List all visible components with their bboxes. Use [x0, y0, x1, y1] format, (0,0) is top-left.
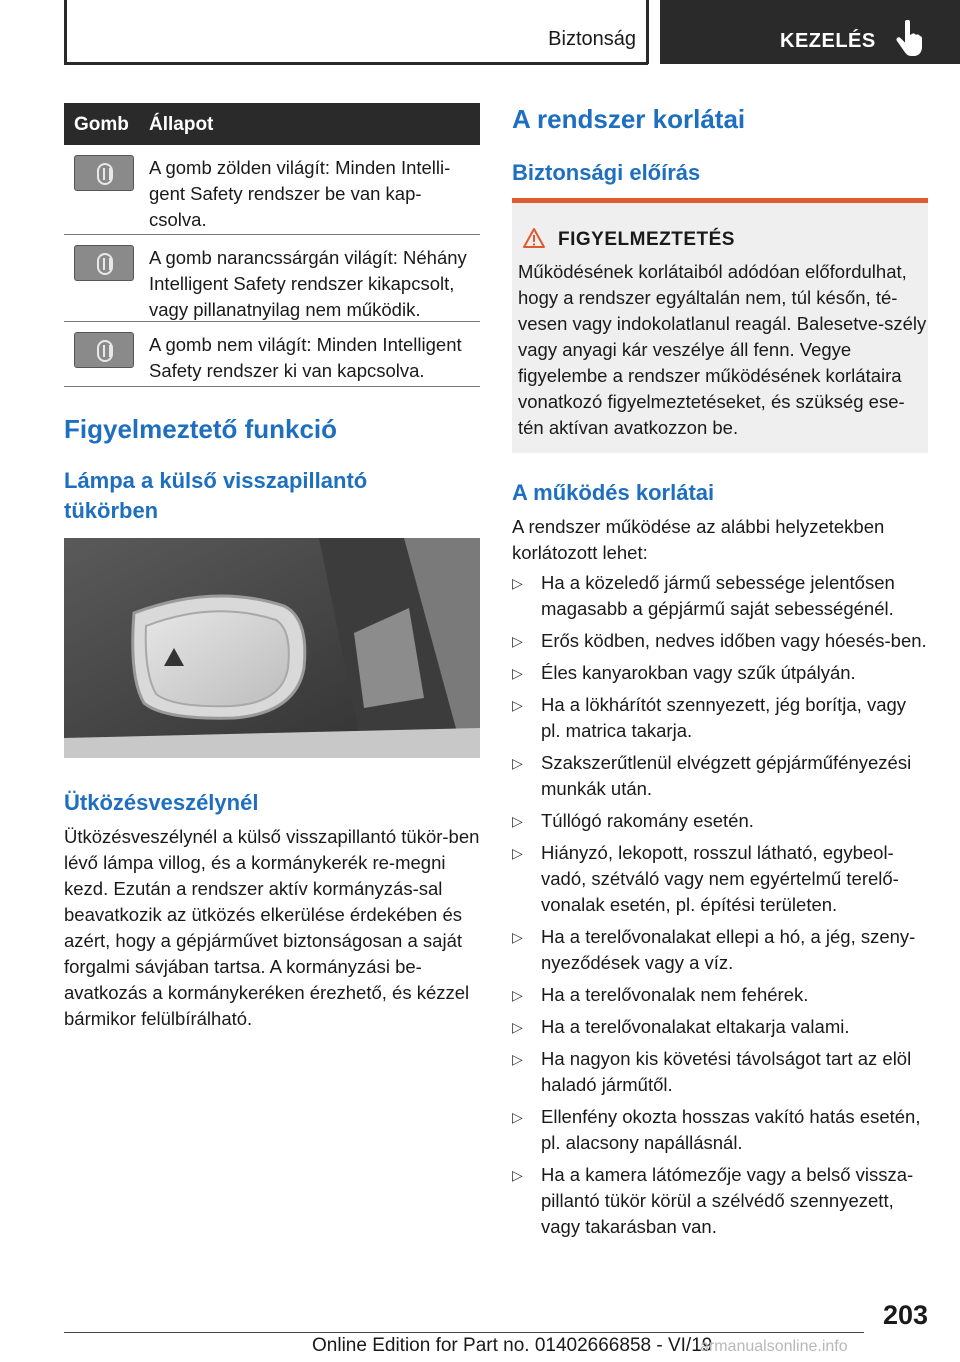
list-item [512, 1014, 928, 1040]
triangle-bullet-icon: ▷ [512, 575, 523, 591]
triangle-bullet-icon: ▷ [512, 1051, 523, 1067]
table-header-button: Gomb [74, 114, 129, 135]
limits-intro: A rendszer működése az alábbi helyzetekben korlátozott lehet: [512, 516, 885, 563]
side-mirror-photo [64, 538, 480, 758]
list-item [512, 628, 928, 654]
warning-text: Működésének korlátaiból adódóan előfordulhat, hogy a rendszer egyáltalán nem, túl későn, té-vesen vagy indokolatlanul reagál. Balesetve-szély vagy anyagi kár veszélye áll fenn. Vegye figyelembe a rendszer működésének korlátaira vonatkozó figyelmeztetéseket, és szükség ese-tén aktívan avatkozzon be. [518, 261, 927, 438]
triangle-bullet-icon: ▷ [512, 813, 523, 829]
limits-list [512, 570, 928, 1246]
triangle-bullet-icon: ▷ [512, 845, 523, 861]
intelligent-safety-button-icon [74, 245, 134, 281]
collision-heading: Ütközésveszélynél [64, 790, 259, 815]
button-state-table [64, 103, 480, 387]
table-row [64, 322, 480, 387]
table-row [64, 235, 480, 322]
warning-triangle-icon [522, 227, 546, 249]
subheading-safety-note: Biztonsági előírás [512, 160, 701, 185]
table-header [64, 103, 480, 145]
list-item-text: Ha a lökhárítót szennyezett, jég borítja, vagy pl. matrica takarja. [541, 694, 907, 741]
list-item-text: Szakszerűtlenül elvégzett gépjárműfényezési munkák után. [541, 752, 912, 799]
header-rule-left [64, 0, 67, 64]
list-item-text: Ha a terelővonalakat ellepi a hó, a jég, szeny-nyeződések vagy a víz. [541, 926, 916, 973]
list-item-text: Ha a kamera látómezője vagy a belső vissza-pillantó tükör körül a szélvédő szennyezett, vagy takarásban van. [541, 1164, 914, 1237]
triangle-bullet-icon: ▷ [512, 1109, 523, 1125]
list-item [512, 840, 928, 918]
table-row-text: A gomb zölden világít: Minden Intelli-gent Safety rendszer be van kap-csolva. [149, 157, 451, 230]
section-heading-system-limits: A rendszer korlátai [512, 104, 746, 134]
collision-paragraph: Ütközésveszélynél a külső visszapillantó tükör-ben lévő lámpa villog, és a kormánykerék re-megni kezd. Ezután a rendszer aktív kormányzás-sal beavatkozik az ütközés elkerülése érdekében és azért, hogy a gépjárművet biztonságosan a saját forgalmi sávjában tartsa. A kormányzási be-avatkozás a kormánykeréken érezhető, és kézzel bármikor felülbírálható. [64, 826, 480, 1029]
triangle-bullet-icon: ▷ [512, 665, 523, 681]
list-item-text: Erős ködben, nedves időben vagy hóesés-ben. [541, 630, 927, 651]
triangle-bullet-icon: ▷ [512, 1019, 523, 1035]
list-item [512, 1104, 928, 1156]
footer-watermark: armanualsonline.info [700, 1338, 848, 1355]
page-number: 203 [882, 1300, 928, 1330]
list-item [512, 808, 928, 834]
triangle-bullet-icon: ▷ [512, 697, 523, 713]
list-item-text: Ha a közeledő jármű sebessége jelentősen magasabb a gépjármű saját sebességénél. [541, 572, 895, 619]
table-row-text: A gomb narancssárgán világít: Néhány Intelligent Safety rendszer kikapcsolt, vagy pillanatnyilag nem működik. [149, 247, 467, 320]
list-item [512, 1046, 928, 1098]
header-chapter-label: KEZELÉS [780, 30, 876, 52]
footer-rule [64, 1332, 864, 1333]
list-item-text: Ha a terelővonalakat eltakarja valami. [541, 1016, 850, 1037]
warning-box [512, 198, 928, 453]
triangle-bullet-icon: ▷ [512, 633, 523, 649]
table-row [64, 145, 480, 235]
triangle-bullet-icon: ▷ [512, 929, 523, 945]
list-item [512, 750, 928, 802]
table-row-text: A gomb nem világít: Minden Intelligent Safety rendszer ki van kapcsolva. [149, 334, 462, 381]
list-item [512, 924, 928, 976]
list-item-text: Ha a terelővonalak nem fehérek. [541, 984, 809, 1005]
list-item-text: Éles kanyarokban vagy szűk útpályán. [541, 662, 856, 683]
triangle-bullet-icon: ▷ [512, 987, 523, 1003]
list-item-text: Hiányzó, lekopott, rosszul látható, egybeol-vadó, szétváló vagy nem egyértelmű terelő-vonalak esetén, pl. építési területen. [541, 842, 899, 915]
pointing-hand-icon [896, 20, 922, 56]
list-item-text: Ha nagyon kis követési távolságot tart az elöl haladó járműtől. [541, 1048, 912, 1095]
intelligent-safety-button-icon [74, 332, 134, 368]
header-section-title: Biztonság [548, 28, 636, 50]
list-item-text: Túllógó rakomány esetén. [541, 810, 754, 831]
list-item [512, 1162, 928, 1240]
triangle-bullet-icon: ▷ [512, 1167, 523, 1183]
intelligent-safety-button-icon [74, 155, 134, 191]
table-header-state: Állapot [149, 114, 214, 135]
warning-title: FIGYELMEZTETÉS [558, 229, 735, 250]
header-rule-middle [646, 0, 649, 64]
list-item [512, 570, 928, 622]
list-item [512, 982, 928, 1008]
subheading-mirror-lamp: Lámpa a külső visszapillantó tükörben [64, 468, 368, 523]
header-chapter-tab [660, 0, 960, 64]
list-item-text: Ellenfény okozta hosszas vakító hatás esetén, pl. alacsony napállásnál. [541, 1106, 921, 1153]
header-rule-bottom [64, 62, 648, 65]
section-heading-warning-function: Figyelmeztető funkció [64, 414, 338, 444]
list-item [512, 692, 928, 744]
limits-heading: A működés korlátai [512, 480, 715, 505]
triangle-bullet-icon: ▷ [512, 755, 523, 771]
list-item [512, 660, 928, 686]
footer-edition: Online Edition for Part no. 01402666858 - VI/19 [312, 1335, 713, 1356]
